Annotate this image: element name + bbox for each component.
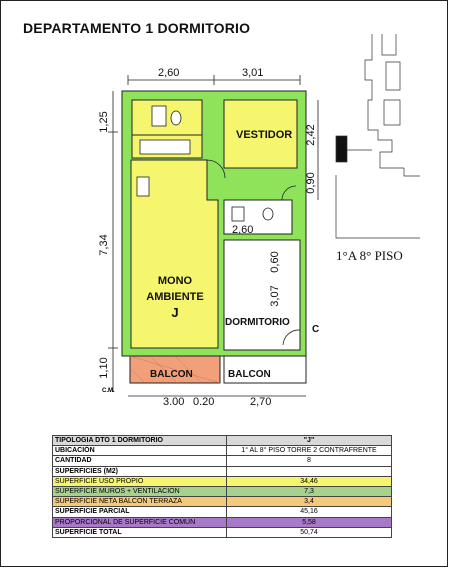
table-row bbox=[53, 436, 392, 446]
dim-top-right: 3,01 bbox=[242, 67, 264, 79]
room-vestidor-label: VESTIDOR bbox=[236, 129, 293, 141]
dim-left-main: 7,34 bbox=[98, 234, 110, 256]
key-plan bbox=[336, 34, 420, 238]
table-cell: SUPERFICIE PARCIAL bbox=[53, 507, 227, 517]
dim-left-top: 1,25 bbox=[98, 111, 110, 133]
dim-left-bottom: 1,10 bbox=[98, 357, 110, 379]
table-cell: TIPOLOGIA DTO 1 DORMITORIO bbox=[53, 436, 227, 446]
dim-bottom-right: 2,70 bbox=[250, 396, 272, 408]
dim-bath-width: 2,60 bbox=[232, 224, 254, 236]
table-cell: SUPERFICIES (M2) bbox=[53, 466, 227, 476]
dim-right-door: 0,90 bbox=[305, 172, 317, 194]
edge-c-label: C bbox=[312, 324, 320, 335]
room-balcon2-label: BALCON bbox=[228, 369, 271, 380]
room-mono2-label: AMBIENTE bbox=[146, 291, 204, 303]
room-mono1-label: MONO bbox=[157, 275, 193, 287]
table-cell: 5,58 bbox=[227, 517, 392, 527]
table-cell: SUPERFICIE NETA BALCON TERRAZA bbox=[53, 497, 227, 507]
table-cell bbox=[227, 466, 392, 476]
table-row bbox=[53, 507, 392, 517]
room-mono3-label: J bbox=[171, 305, 179, 320]
table-cell: SUPERFICIE MUROS + VENTILACION bbox=[53, 486, 227, 496]
table-cell: 45,16 bbox=[227, 507, 392, 517]
cm-label: C.M. bbox=[102, 388, 115, 394]
table-cell: 3,4 bbox=[227, 497, 392, 507]
spec-table bbox=[52, 435, 392, 538]
table-cell: 1° AL 8° PISO TORRE 2 CONTRAFRENTE bbox=[227, 446, 392, 456]
page-title: DEPARTAMENTO 1 DORMITORIO bbox=[23, 20, 251, 36]
floor-label: 1°A 8° PISO bbox=[336, 248, 403, 263]
table-cell: "J" bbox=[227, 436, 392, 446]
table-cell: 7,3 bbox=[227, 486, 392, 496]
table-row bbox=[53, 476, 392, 486]
table-row bbox=[53, 446, 392, 456]
table-row bbox=[53, 517, 392, 527]
table-cell: 8 bbox=[227, 456, 392, 466]
table-row bbox=[53, 486, 392, 496]
dim-right-vest: 2,42 bbox=[305, 124, 317, 146]
dim-dorm-height: 3,07 bbox=[269, 285, 281, 307]
dim-bottom-mid: 0.20 bbox=[193, 396, 215, 408]
table-row bbox=[53, 497, 392, 507]
dim-bottom-left: 3.00 bbox=[163, 396, 185, 408]
table-cell: 50,74 bbox=[227, 527, 392, 537]
table-row bbox=[53, 456, 392, 466]
table-cell: SUPERFICIE TOTAL bbox=[53, 527, 227, 537]
room-dormitorio-label: DORMITORIO bbox=[225, 317, 290, 328]
table-row bbox=[53, 466, 392, 476]
table-cell: PROPORCIONAL DE SUPERFICIE COMUN bbox=[53, 517, 227, 527]
table-cell: CANTIDAD bbox=[53, 456, 227, 466]
table-cell: 34,46 bbox=[227, 476, 392, 486]
dim-top-left: 2,60 bbox=[158, 67, 180, 79]
room-balcon1-label: BALCON bbox=[150, 369, 193, 380]
dim-dorm-small: 0,60 bbox=[269, 251, 281, 273]
table-cell: SUPERFICIE USO PROPIO bbox=[53, 476, 227, 486]
table-cell: UBICACIÓN bbox=[53, 446, 227, 456]
table-row bbox=[53, 527, 392, 537]
